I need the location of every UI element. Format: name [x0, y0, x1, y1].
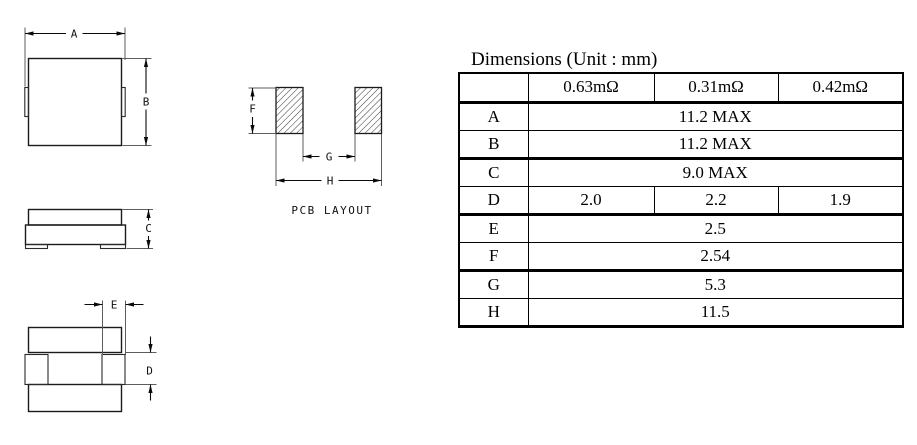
row-label: H	[459, 299, 528, 327]
dimension-D	[126, 337, 157, 401]
arrowhead-right	[117, 31, 126, 35]
side-view-body	[26, 225, 126, 245]
arrowhead-up	[144, 59, 148, 68]
table-header-row	[459, 73, 903, 103]
dim-value: 9.0 MAX	[528, 159, 903, 187]
arrowhead-up	[146, 210, 150, 219]
dim-label-g: G	[325, 150, 333, 164]
table-row-e	[459, 215, 903, 243]
dim-value: 2.5	[528, 215, 903, 243]
arrowhead-down	[250, 125, 254, 134]
dimensions-table	[458, 72, 904, 328]
arrowhead-up	[250, 88, 254, 97]
bottom-view-electrode-right	[102, 355, 125, 385]
table-row-f	[459, 243, 903, 271]
arrowhead-left	[126, 302, 135, 306]
table-row-c	[459, 159, 903, 187]
row-label: G	[459, 271, 528, 299]
dim-label-e: E	[110, 298, 118, 312]
side-view-drawing	[26, 210, 154, 249]
dim-value: 11.2 MAX	[528, 131, 903, 159]
bottom-view-bottom-band	[29, 385, 122, 412]
arrowhead-left	[303, 154, 312, 158]
row-label: D	[459, 187, 528, 215]
dimension-E	[85, 298, 144, 355]
row-label: C	[459, 159, 528, 187]
col-header-variant-1: 0.63mΩ	[528, 73, 654, 103]
table-row-d	[459, 187, 903, 215]
pcb-layout-drawing	[249, 88, 382, 218]
dim-value: 11.2 MAX	[528, 103, 903, 131]
table-row-g	[459, 271, 903, 299]
top-view-drawing	[25, 27, 152, 145]
dim-label-d: D	[146, 364, 153, 378]
dim-value: 1.9	[778, 187, 903, 215]
dim-value: 2.2	[654, 187, 778, 215]
bottom-view-drawing	[25, 298, 157, 411]
table-row-b	[459, 131, 903, 159]
arrowhead-right	[94, 302, 103, 306]
col-header-blank	[459, 73, 528, 103]
dimension-B	[123, 59, 152, 146]
dimension-A	[25, 27, 125, 86]
arrowhead-left	[276, 178, 285, 182]
dimension-F	[249, 88, 277, 134]
col-header-variant-3: 0.42mΩ	[778, 73, 903, 103]
pcb-layout-caption: PCB LAYOUT	[291, 204, 373, 217]
dimension-G	[303, 134, 355, 163]
dim-label-h: H	[326, 174, 334, 188]
dim-value: 11.5	[528, 299, 903, 327]
dim-value: 5.3	[528, 271, 903, 299]
table-row-h	[459, 299, 903, 327]
col-header-variant-2: 0.31mΩ	[654, 73, 778, 103]
arrowhead-left	[25, 31, 34, 35]
dim-label-b: B	[142, 95, 150, 109]
row-label: A	[459, 103, 528, 131]
pcb-pad-right	[355, 88, 382, 134]
top-view-body	[29, 59, 122, 146]
dim-value: 2.54	[528, 243, 903, 271]
arrowhead-right	[373, 178, 382, 182]
arrowhead-down	[146, 240, 150, 249]
bottom-view-electrode-left	[25, 355, 48, 385]
row-label: E	[459, 215, 528, 243]
dim-value: 2.0	[528, 187, 654, 215]
arrowhead-down	[148, 344, 152, 353]
row-label: F	[459, 243, 528, 271]
side-view-top-cap	[29, 210, 122, 226]
arrowhead-up	[148, 385, 152, 394]
bottom-view-top-band	[29, 328, 122, 353]
pcb-pad-left	[276, 88, 303, 134]
table-title: Dimensions (Unit : mm)	[471, 49, 658, 70]
dim-label-f: F	[249, 102, 256, 116]
table-row-a	[459, 103, 903, 131]
dimension-C	[123, 210, 154, 249]
arrowhead-down	[144, 137, 148, 146]
arrowhead-right	[347, 154, 356, 158]
technical-drawings	[0, 0, 440, 445]
dim-label-a: A	[70, 27, 78, 41]
row-label: B	[459, 131, 528, 159]
dim-label-c: C	[145, 221, 152, 235]
